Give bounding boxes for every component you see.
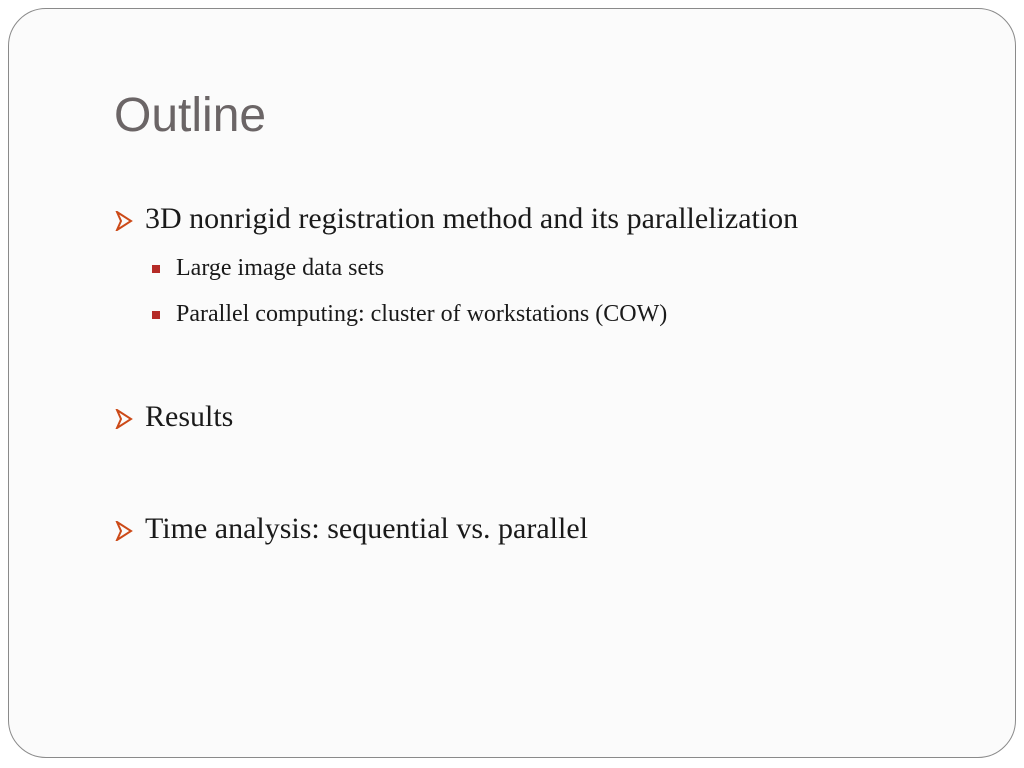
- bullet-item: [114, 509, 994, 549]
- sub-bullet-text: Large image data sets: [176, 255, 385, 281]
- slide-frame: [8, 8, 1016, 758]
- arrowhead-bullet-icon: [114, 409, 134, 429]
- arrowhead-bullet-icon: [114, 521, 134, 541]
- sub-bullet-item: [114, 297, 994, 331]
- bullet-text: Results: [145, 400, 234, 433]
- bullet-item: [114, 199, 994, 239]
- bullet-list: [114, 199, 994, 549]
- bullet-text: 3D nonrigid registration method and its parallelization: [145, 202, 799, 235]
- square-bullet-icon: [152, 311, 160, 319]
- sub-bullet-item: [114, 251, 994, 285]
- bullet-text: Time analysis: sequential vs. parallel: [145, 512, 588, 545]
- sub-bullet-text: Parallel computing: cluster of workstations (COW): [176, 301, 668, 327]
- bullet-item: [114, 397, 994, 437]
- arrowhead-bullet-icon: [114, 211, 134, 231]
- slide-title: Outline: [114, 89, 267, 142]
- square-bullet-icon: [152, 265, 160, 273]
